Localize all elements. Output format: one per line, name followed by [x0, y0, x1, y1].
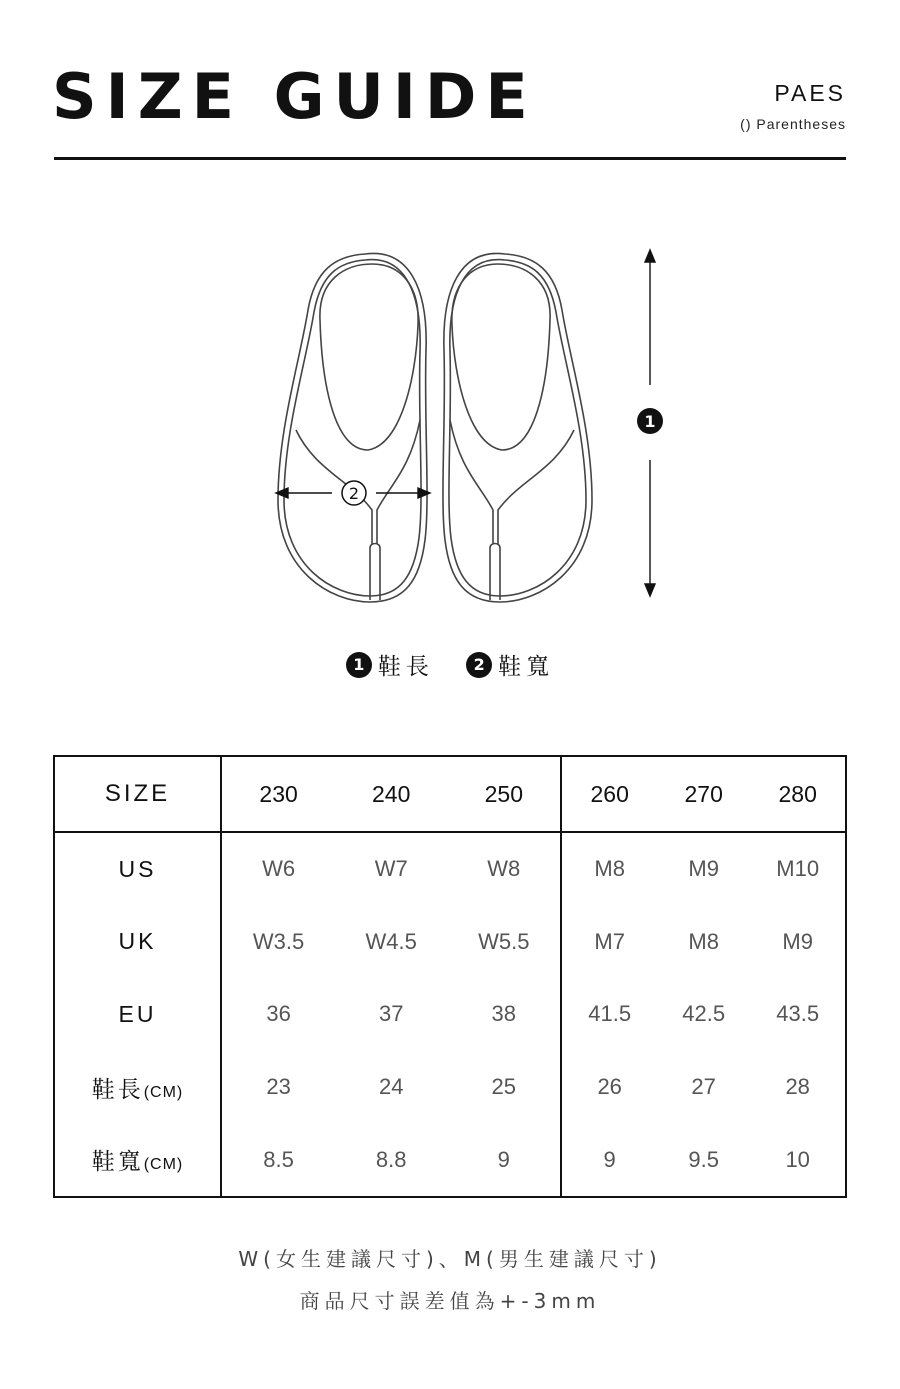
brand-name: PAES: [774, 80, 846, 106]
size-header-cell: 280: [750, 756, 846, 832]
table-cell: W7: [374, 856, 408, 882]
table-cell: 23: [266, 1074, 291, 1100]
page-title: SIZE GUIDE: [52, 60, 537, 133]
table-cell: 42.5: [682, 1001, 726, 1027]
table-row-length: [54, 1051, 846, 1124]
table-cell: 9: [497, 1146, 510, 1172]
legend-number-1: 1: [346, 652, 372, 678]
table-cell: 8.5: [263, 1146, 294, 1172]
size-note: W(女生建議尺寸)、M(男生建議尺寸): [238, 1247, 662, 1271]
table-cell: W4.5: [365, 928, 417, 954]
left-sandal-outline: [278, 253, 427, 602]
table-cell: 24: [378, 1074, 404, 1100]
table-cell: M10: [776, 856, 820, 882]
table-cell: 36: [266, 1001, 291, 1027]
table-cell: M9: [782, 928, 813, 954]
row-label-eu: EU: [54, 978, 221, 1051]
table-cell: M7: [561, 906, 657, 979]
table-cell: M8: [561, 832, 657, 906]
legend-label-length: 鞋長: [377, 654, 434, 680]
table-cell: 10: [785, 1146, 810, 1172]
legend-item-width: [466, 648, 554, 681]
legend-number-2: 2: [466, 652, 492, 678]
table-cell: 9: [561, 1123, 657, 1197]
table-cell: M9: [688, 856, 719, 882]
size-header-label: SIZE: [54, 756, 221, 832]
table-cell: 8.8: [375, 1146, 407, 1172]
size-header-row: [54, 756, 846, 832]
table-row-uk: [54, 906, 846, 979]
legend-item-length: [346, 648, 434, 681]
size-header-cell: 260: [561, 756, 657, 832]
size-header-cell: 270: [657, 756, 750, 832]
table-row-us: [54, 832, 846, 906]
table-cell: W6: [262, 856, 296, 882]
row-label-length: 鞋長(CM): [54, 1051, 221, 1124]
table-cell: 9.5: [688, 1146, 719, 1172]
table-cell: 38: [491, 1001, 517, 1027]
table-cell: W3.5: [252, 928, 305, 954]
size-header-cell: 230: [221, 756, 335, 832]
sandal-diagram: [260, 240, 680, 610]
right-sandal-outline: [443, 253, 592, 602]
row-label-width: 鞋寬(CM): [54, 1123, 221, 1197]
brand-subtitle: () Parentheses: [740, 116, 846, 132]
header-divider: [54, 157, 846, 160]
table-cell: 25: [491, 1074, 517, 1100]
length-marker: 1: [644, 412, 656, 431]
width-marker: 2: [348, 484, 360, 503]
legend-label-width: 鞋寬: [498, 654, 555, 680]
table-cell: 28: [785, 1074, 810, 1100]
table-row-width: [54, 1123, 846, 1197]
size-header-cell: 250: [447, 756, 561, 832]
row-label-uk: UK: [54, 906, 221, 979]
size-table: [53, 755, 847, 1198]
table-cell: M8: [688, 928, 719, 954]
size-header-cell: 240: [335, 756, 447, 832]
table-cell: W5.5: [478, 928, 530, 954]
diagram-legend: [0, 648, 900, 681]
table-cell: 26: [561, 1051, 657, 1124]
table-cell: W8: [487, 856, 521, 882]
table-cell: 27: [691, 1074, 716, 1100]
table-cell: 37: [378, 1001, 404, 1027]
row-label-us: US: [54, 832, 221, 906]
table-cell: 43.5: [776, 1001, 820, 1027]
table-cell: 41.5: [561, 978, 657, 1051]
table-row-eu: [54, 978, 846, 1051]
tolerance-note: 商品尺寸誤差值為+-3mm: [299, 1289, 601, 1313]
